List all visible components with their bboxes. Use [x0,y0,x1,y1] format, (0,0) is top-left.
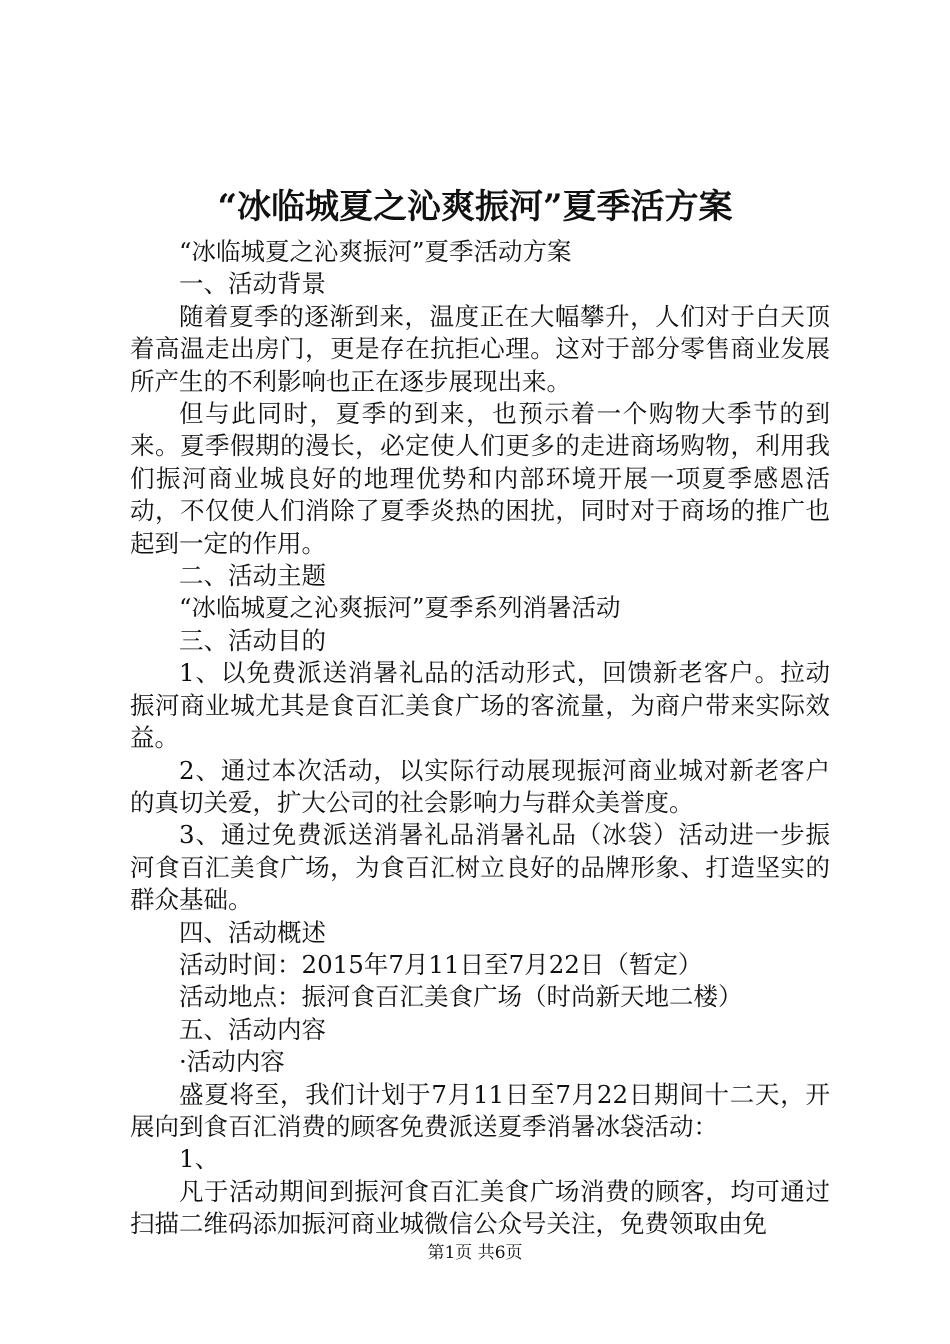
section-heading-overview: 四、活动概述 [179,917,326,947]
section-heading-content: 五、活动内容 [179,1014,326,1044]
document-body [130,236,830,1241]
section-heading-theme: 二、活动主题 [179,561,326,591]
paragraph-purpose-3: 3、通过免费派送消暑礼品消暑礼品（冰袋）活动进一步振河食百汇美食广场，为食百汇树立良好的品牌形象、打造坚实的群众基础。 [130,820,830,915]
page-number-footer: 第1页 共6页 [427,1243,523,1263]
paragraph-background-2: 但与此同时，夏季的到来，也预示着一个购物大季节的到来。夏季假期的漫长，必定使人们更多的走进商场购物，利用我们振河商业城良好的地理优势和内部环境开展一项夏季感恩活动，不仅使人们消除了夏季炎热的困扰，同时对于商场的推广也起到一定的作用。 [130,399,830,558]
paragraph-activity-location: 活动地点：振河食百汇美食广场（时尚新天地二楼） [179,982,743,1012]
paragraph-purpose-2: 2、通过本次活动，以实际行动展现振河商业城对新老客户的真切关爱，扩大公司的社会影响力与群众美誉度。 [130,755,830,817]
paragraph-content-intro: 盛夏将至，我们计划于7月11日至7月22日期间十二天，开展向到食百汇消费的顾客免费派送夏季消暑冰袋活动： [130,1079,830,1141]
document-title: “冰临城夏之沁爽振河”夏季活方案 [217,187,733,227]
bullet-activity-content: ·活动内容 [179,1047,285,1077]
paragraph-theme: “冰临城夏之沁爽振河”夏季系列消暑活动 [179,593,621,623]
section-heading-purpose: 三、活动目的 [179,625,326,655]
paragraph-content-detail: 凡于活动期间到振河食百汇美食广场消费的顾客，均可通过扫描二维码添加振河商业城微信公众号关注，免费领取由免 [130,1176,830,1239]
paragraph-activity-time: 活动时间：2015年7月11日至7月22日（暂定） [179,949,703,979]
paragraph-item-number: 1、 [179,1144,220,1174]
paragraph-purpose-1: 1、以免费派送消暑礼品的活动形式，回馈新老客户。拉动振河商业城尤其是食百汇美食广场的客流量，为商户带来实际效益。 [130,658,830,753]
paragraph-background-1: 随着夏季的逐渐到来，温度正在大幅攀升，人们对于白天顶着高温走出房门，更是存在抗拒心理。这对于部分零售商业发展所产生的不利影响也正在逐步展现出来。 [130,301,830,396]
section-heading-background: 一、活动背景 [179,269,326,299]
paragraph-subtitle: “冰临城夏之沁爽振河”夏季活动方案 [179,237,572,266]
